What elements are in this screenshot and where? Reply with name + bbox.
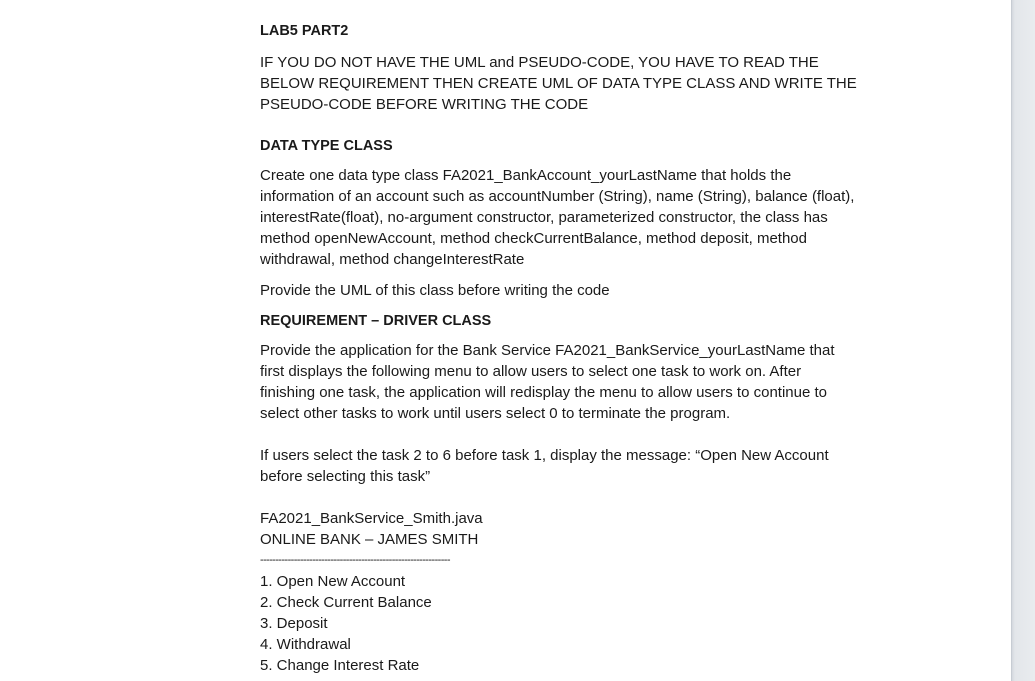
- bank-title: ONLINE BANK – JAMES SMITH: [260, 531, 479, 548]
- menu-separator: --------------------------------------------------------------: [260, 554, 450, 566]
- menu-item-deposit: 3. Deposit: [260, 615, 328, 632]
- menu-item-withdrawal: 4. Withdrawal: [260, 636, 351, 653]
- file-name: FA2021_BankService_Smith.java: [260, 510, 483, 527]
- uml-note: Provide the UML of this class before writing the code: [260, 282, 610, 299]
- menu-list: [260, 571, 860, 676]
- driver-heading: REQUIREMENT – DRIVER CLASS: [260, 313, 492, 329]
- data-type-paragraph: Create one data type class FA2021_BankAccount_yourLastName that holds the information of an account such as accountNumber (String), name (String), balance (float), interestRate(float), no-argument constructor, parameterized constructor, the class has method openNewAccount, method checkCurrentBalance, method deposit, method withdrawal, method changeInterestRate: [260, 167, 855, 268]
- driver-paragraph: Provide the application for the Bank Service FA2021_BankService_yourLastName that first displays the following menu to allow users to select one task to work on. After finishing one task, the application will redisplay the menu to allow users to continue to select other tasks to work until users select 0 to terminate the program.: [260, 342, 835, 422]
- menu-item-open-account: 1. Open New Account: [260, 573, 406, 590]
- task-note: If users select the task 2 to 6 before task 1, display the message: “Open New Account before selecting this task”: [260, 447, 829, 485]
- data-type-heading: DATA TYPE CLASS: [260, 138, 393, 154]
- menu-item-change-interest: 5. Change Interest Rate: [260, 657, 420, 674]
- window-scroll-gutter[interactable]: [1011, 0, 1035, 681]
- menu-item-check-balance: 2. Check Current Balance: [260, 594, 432, 611]
- lab-heading: LAB5 PART2: [260, 23, 349, 39]
- intro-paragraph: IF YOU DO NOT HAVE THE UML and PSEUDO-CODE, YOU HAVE TO READ THE BELOW REQUIREMENT THEN CREATE UML OF DATA TYPE CLASS AND WRITE THE PSEUDO-CODE BEFORE WRITING THE CODE: [260, 54, 857, 113]
- document-body: [260, 21, 860, 676]
